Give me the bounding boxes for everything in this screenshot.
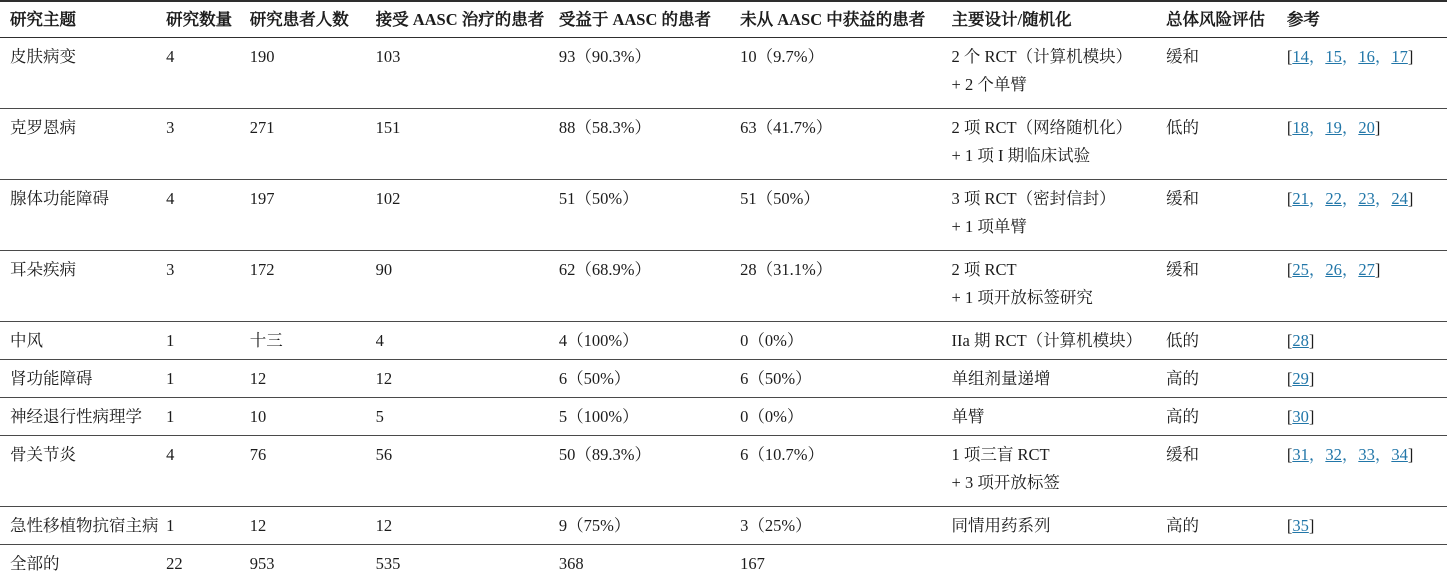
reference-link[interactable]: 31 [1292, 445, 1309, 464]
table-row [0, 436, 1447, 507]
reference-link[interactable]: 24 [1391, 189, 1408, 208]
reference-link[interactable]: 32 [1325, 445, 1342, 464]
reference-link[interactable]: 21 [1292, 189, 1309, 208]
cell-references [1287, 398, 1447, 436]
design-line: + 3 项开放标签 [951, 473, 1060, 492]
cell-benefited: 62（68.9%） [558, 260, 651, 279]
cell-benefited: 93（90.3%） [558, 47, 651, 66]
column-header: 参考 [1287, 1, 1447, 38]
cell-patients: 172 [249, 260, 275, 279]
reference-link[interactable]: 29 [1292, 369, 1309, 388]
cell-benefited: 51（50%） [558, 189, 639, 208]
reference-link[interactable]: 30 [1292, 407, 1309, 426]
cell-patients: 190 [249, 47, 275, 66]
cell-design [952, 180, 1166, 251]
design-line: 2 个 RCT（计算机模块） [951, 47, 1133, 66]
column-header: 未从 AASC 中获益的患者 [740, 1, 951, 38]
cell-treated: 4 [375, 331, 384, 350]
ref-separator: ， [1374, 445, 1392, 464]
table-row [0, 251, 1447, 322]
design-line: 2 项 RCT（网络随机化） [951, 118, 1133, 137]
cell-design [952, 322, 1166, 360]
cell-treated: 56 [375, 445, 393, 464]
cell-design [952, 436, 1166, 507]
cell-not_benefited: 10（9.7%） [740, 47, 824, 66]
column-header: 受益于 AASC 的患者 [559, 1, 740, 38]
table-row [0, 360, 1447, 398]
design-line: 3 项 RCT（密封信封） [951, 189, 1116, 208]
reference-link[interactable]: 22 [1325, 189, 1342, 208]
cell-risk: 高的 [1166, 407, 1199, 426]
cell-risk: 缓和 [1166, 260, 1199, 279]
cell-studies: 4 [166, 47, 175, 66]
cell-references [1287, 322, 1447, 360]
cell-patients: 197 [249, 189, 275, 208]
cell-treated: 5 [375, 407, 384, 426]
cell-risk: 低的 [1166, 331, 1199, 350]
cell-risk: 缓和 [1166, 445, 1199, 464]
cell-references [1287, 109, 1447, 180]
table-row [0, 507, 1447, 545]
column-header: 研究数量 [166, 1, 250, 38]
cell-not_benefited: 0（0%） [740, 407, 804, 426]
cell-patients: 10 [249, 407, 267, 426]
cell-benefited: 6（50%） [558, 369, 631, 388]
cell-references [1287, 436, 1447, 507]
cell-patients: 953 [249, 554, 275, 573]
cell-treated: 103 [375, 47, 401, 66]
ref-separator: ， [1341, 118, 1359, 137]
column-header: 主要设计/随机化 [952, 1, 1166, 38]
ref-separator: ， [1308, 47, 1326, 66]
design-line: IIa 期 RCT（计算机模块） [951, 331, 1143, 350]
reference-link[interactable]: 16 [1358, 47, 1375, 66]
ref-bracket-close: ] [1308, 369, 1315, 388]
cell-references [1287, 180, 1447, 251]
ref-bracket-close: ] [1407, 189, 1414, 208]
reference-link[interactable]: 26 [1325, 260, 1342, 279]
ref-bracket-open: [ [1286, 445, 1293, 464]
ref-bracket-open: [ [1286, 260, 1293, 279]
ref-separator: ， [1308, 260, 1326, 279]
cell-not_benefited: 51（50%） [740, 189, 820, 208]
ref-separator: ， [1341, 260, 1359, 279]
cell-references [1287, 251, 1447, 322]
cell-patients: 十三 [249, 331, 283, 350]
table-row [0, 38, 1447, 109]
cell-not_benefited: 3（25%） [740, 516, 812, 535]
design-line: 单臂 [951, 407, 985, 426]
cell-design [952, 38, 1166, 109]
cell-topic: 克罗恩病 [10, 118, 76, 137]
cell-design [952, 545, 1166, 576]
design-line: + 1 项开放标签研究 [951, 288, 1093, 307]
cell-studies: 3 [166, 118, 175, 137]
reference-link[interactable]: 34 [1391, 445, 1408, 464]
cell-not_benefited: 6（50%） [740, 369, 812, 388]
cell-studies: 3 [166, 260, 175, 279]
cell-not_benefited: 63（41.7%） [740, 118, 833, 137]
ref-bracket-close: ] [1308, 407, 1315, 426]
cell-references [1287, 545, 1447, 576]
cell-patients: 12 [249, 516, 267, 535]
ref-separator: ， [1341, 445, 1359, 464]
cell-references [1287, 360, 1447, 398]
table-row [0, 322, 1447, 360]
cell-studies: 1 [166, 516, 175, 535]
design-line: 同情用药系列 [951, 516, 1051, 535]
cell-topic: 骨关节炎 [10, 445, 76, 464]
cell-studies: 1 [166, 331, 175, 350]
reference-link[interactable]: 25 [1292, 260, 1309, 279]
reference-link[interactable]: 33 [1358, 445, 1375, 464]
reference-link[interactable]: 27 [1358, 260, 1375, 279]
ref-bracket-close: ] [1374, 118, 1381, 137]
cell-studies: 22 [166, 554, 183, 573]
cell-not_benefited: 6（10.7%） [740, 445, 824, 464]
ref-bracket-open: [ [1286, 118, 1293, 137]
reference-link[interactable]: 18 [1292, 118, 1309, 137]
cell-risk [1166, 545, 1287, 576]
cell-topic: 耳朵疾病 [10, 260, 76, 279]
cell-patients: 12 [249, 369, 267, 388]
ref-separator: ， [1341, 47, 1359, 66]
reference-link[interactable]: 20 [1358, 118, 1375, 137]
cell-treated: 12 [375, 516, 393, 535]
reference-link[interactable]: 23 [1358, 189, 1375, 208]
cell-not_benefited: 0（0%） [740, 331, 804, 350]
cell-design [952, 507, 1166, 545]
cell-design [952, 360, 1166, 398]
reference-link[interactable]: 28 [1292, 331, 1309, 350]
reference-link[interactable]: 15 [1325, 47, 1342, 66]
cell-treated: 535 [375, 554, 401, 573]
table-row [0, 109, 1447, 180]
cell-topic: 肾功能障碍 [10, 369, 93, 388]
ref-bracket-open: [ [1286, 407, 1293, 426]
column-header: 接受 AASC 治疗的患者 [376, 1, 559, 38]
ref-bracket-close: ] [1308, 516, 1315, 535]
cell-not_benefited: 28（31.1%） [740, 260, 833, 279]
cell-studies: 4 [166, 445, 175, 464]
ref-bracket-close: ] [1407, 445, 1414, 464]
cell-design [952, 398, 1166, 436]
cell-studies: 1 [166, 369, 175, 388]
ref-bracket-close: ] [1407, 47, 1414, 66]
ref-separator: ， [1374, 47, 1392, 66]
reference-link[interactable]: 17 [1391, 47, 1408, 66]
column-header: 总体风险评估 [1166, 1, 1287, 38]
cell-studies: 1 [166, 407, 175, 426]
cell-design [952, 251, 1166, 322]
cell-benefited: 88（58.3%） [558, 118, 651, 137]
table-row [0, 545, 1447, 576]
design-line: 2 项 RCT [951, 260, 1017, 279]
cell-topic: 全部的 [10, 554, 60, 573]
ref-separator: ， [1308, 189, 1326, 208]
column-header: 研究主题 [0, 1, 166, 38]
cell-risk: 缓和 [1166, 189, 1199, 208]
cell-topic: 急性移植物抗宿主病 [10, 516, 159, 535]
table-row [0, 398, 1447, 436]
cell-references [1287, 38, 1447, 109]
cell-benefited: 50（89.3%） [558, 445, 651, 464]
ref-separator: ， [1374, 189, 1392, 208]
ref-bracket-open: [ [1286, 516, 1293, 535]
ref-bracket-open: [ [1286, 331, 1293, 350]
cell-benefited: 5（100%） [558, 407, 639, 426]
cell-risk: 低的 [1166, 118, 1199, 137]
cell-not_benefited: 167 [740, 554, 765, 573]
design-line: + 2 个单臂 [951, 75, 1027, 94]
cell-studies: 4 [166, 189, 175, 208]
cell-risk: 高的 [1166, 369, 1199, 388]
ref-bracket-close: ] [1374, 260, 1381, 279]
ref-bracket-open: [ [1286, 189, 1293, 208]
table-row [0, 180, 1447, 251]
ref-separator: ， [1341, 189, 1359, 208]
cell-patients: 271 [249, 118, 275, 137]
cell-benefited: 4（100%） [558, 331, 639, 350]
header-row [0, 1, 1447, 38]
reference-link[interactable]: 35 [1292, 516, 1309, 535]
cell-treated: 151 [375, 118, 401, 137]
cell-treated: 90 [375, 260, 393, 279]
design-line: 1 项三盲 RCT [951, 445, 1050, 464]
reference-link[interactable]: 14 [1292, 47, 1309, 66]
ref-bracket-open: [ [1286, 47, 1293, 66]
cell-design [952, 109, 1166, 180]
cell-risk: 高的 [1166, 516, 1199, 535]
ref-separator: ， [1308, 118, 1326, 137]
reference-link[interactable]: 19 [1325, 118, 1342, 137]
column-header: 研究患者人数 [250, 1, 376, 38]
cell-topic: 中风 [10, 331, 43, 350]
cell-topic: 皮肤病变 [10, 47, 76, 66]
cell-topic: 腺体功能障碍 [10, 189, 109, 208]
design-line: + 1 项单臂 [951, 217, 1027, 236]
design-line: + 1 项 I 期临床试验 [951, 146, 1091, 165]
cell-benefited: 9（75%） [558, 516, 631, 535]
cell-treated: 102 [375, 189, 401, 208]
ref-bracket-close: ] [1308, 331, 1315, 350]
cell-topic: 神经退行性病理学 [10, 407, 142, 426]
cell-benefited: 368 [558, 554, 584, 573]
ref-separator: ， [1308, 445, 1326, 464]
design-line: 单组剂量递增 [951, 369, 1051, 388]
cell-patients: 76 [249, 445, 267, 464]
cell-risk: 缓和 [1166, 47, 1199, 66]
cell-treated: 12 [375, 369, 393, 388]
ref-bracket-open: [ [1286, 369, 1293, 388]
cell-references [1287, 507, 1447, 545]
